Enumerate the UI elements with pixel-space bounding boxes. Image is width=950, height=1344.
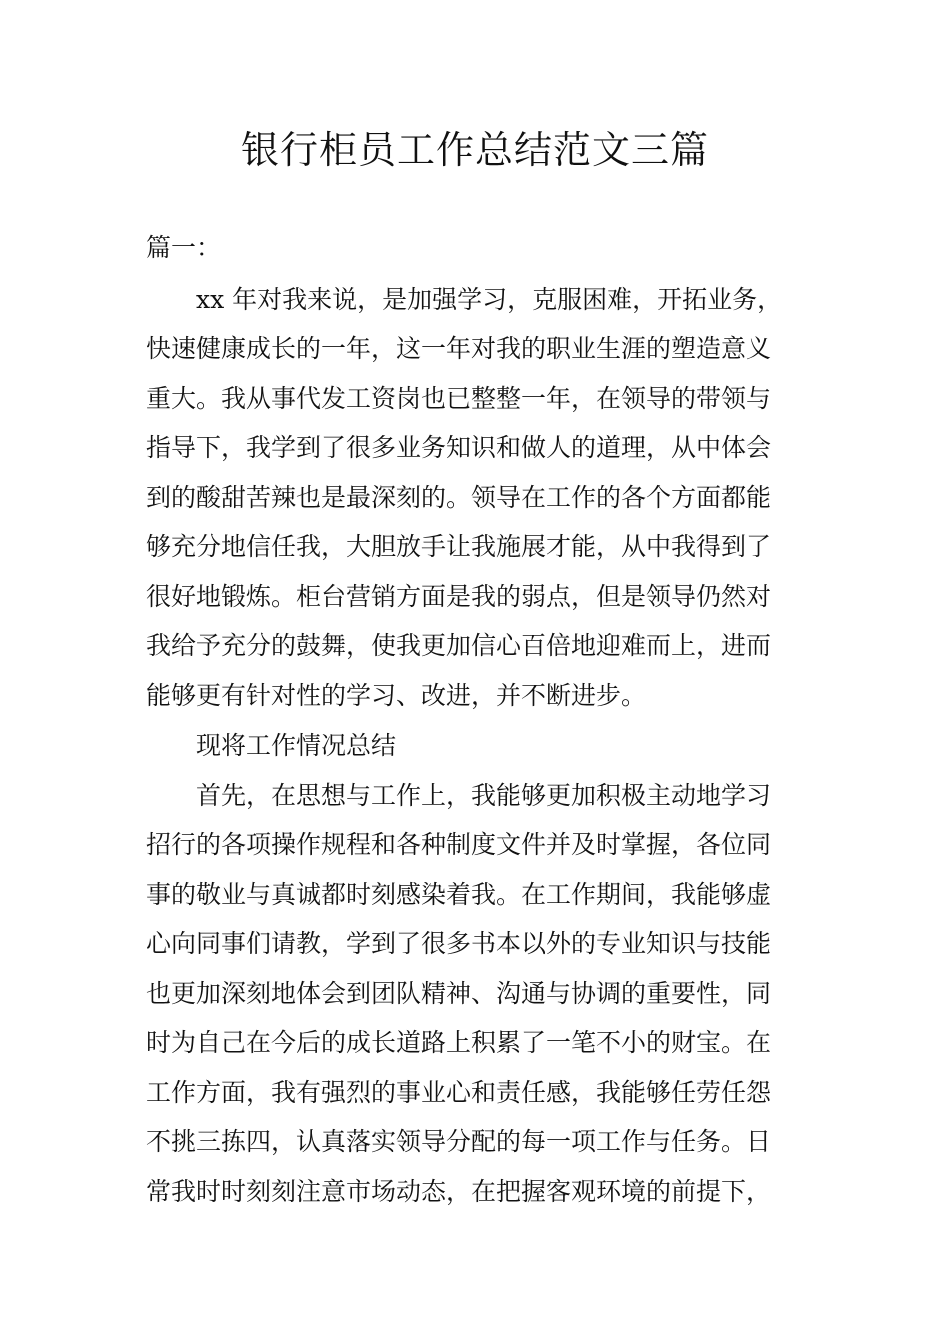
paragraph-2-line: 时为自己在今后的成长道路上积累了一笔不小的财宝。在 xyxy=(146,1028,772,1057)
paragraph-2-line: 招行的各项操作规程和各种制度文件并及时掌握，各位同 xyxy=(146,830,772,859)
paragraph-2-line: 首先，在思想与工作上，我能够更加积极主动地学习 xyxy=(196,781,772,810)
paragraph-2-line: 不挑三拣四，认真落实领导分配的每一项工作与任务。日 xyxy=(146,1127,772,1156)
paragraph-1-line: 重大。我从事代发工资岗也已整整一年，在领导的带领与 xyxy=(146,384,772,413)
paragraph-1-line: 能够更有针对性的学习、改进，并不断进步。 xyxy=(146,681,647,710)
paragraph-2-line: 工作方面，我有强烈的事业心和责任感，我能够任劳任怨 xyxy=(146,1078,772,1107)
paragraph-1-line: 够充分地信任我，大胆放手让我施展才能，从中我得到了 xyxy=(146,532,772,561)
paragraph-2-line: 事的敬业与真诚都时刻感染着我。在工作期间，我能够虚 xyxy=(146,880,772,909)
paragraph-1-line: 快速健康成长的一年，这一年对我的职业生涯的塑造意义 xyxy=(146,334,772,363)
section-label: 篇一： xyxy=(146,233,222,262)
paragraph-1-line: 指导下，我学到了很多业务知识和做人的道理，从中体会 xyxy=(146,433,772,462)
paragraph-1-line: 到的酸甜苦辣也是最深刻的。领导在工作的各个方面都能 xyxy=(146,483,772,512)
document-title: 银行柜员工作总结范文三篇 xyxy=(240,128,709,172)
paragraph-2-line: 常我时时刻刻注意市场动态，在把握客观环境的前提下， xyxy=(146,1177,772,1206)
paragraph-1-line: 很好地锻炼。柜台营销方面是我的弱点，但是领导仍然对 xyxy=(146,582,772,611)
subheading: 现将工作情况总结 xyxy=(196,731,397,760)
paragraph-1-line: 我给予充分的鼓舞，使我更加信心百倍地迎难而上，进而 xyxy=(146,631,772,660)
paragraph-2-line: 心向同事们请教，学到了很多书本以外的专业知识与技能 xyxy=(146,929,772,958)
paragraph-2-line: 也更加深刻地体会到团队精神、沟通与协调的重要性，同 xyxy=(146,979,772,1008)
paragraph-1-line: xx 年对我来说，是加强学习，克服困难，开拓业务， xyxy=(196,285,783,314)
